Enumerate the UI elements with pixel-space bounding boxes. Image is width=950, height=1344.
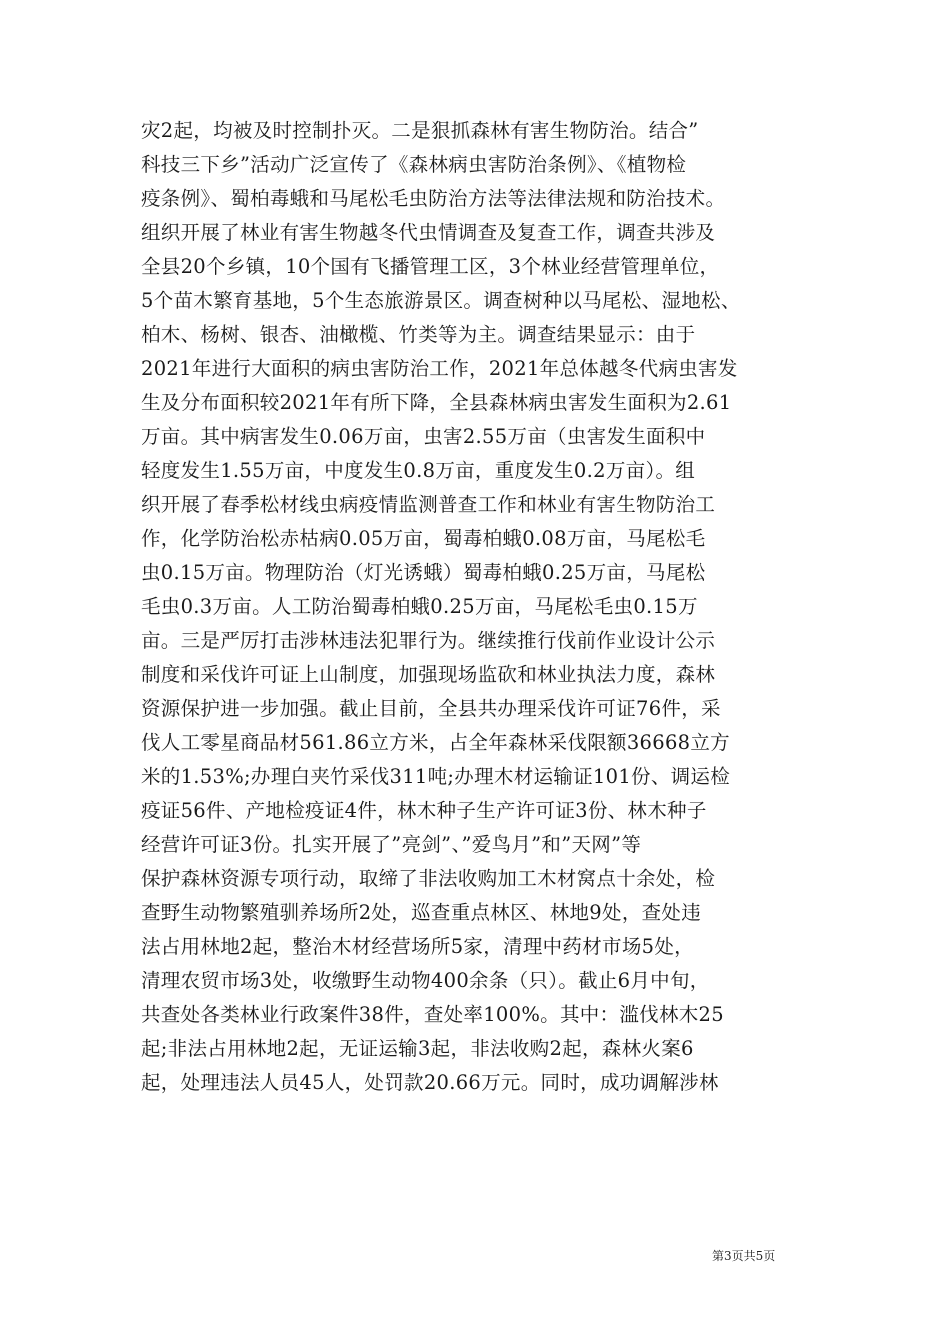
paragraph-line: 生及分布面积较2021年有所下降，全县森林病虫害发生面积为2.61 bbox=[141, 391, 732, 414]
paragraph-line: 全县20个乡镇，10个国有飞播管理工区，3个林业经营管理单位， bbox=[141, 255, 720, 278]
paragraph-line: 查野生动物繁殖驯养场所2处，巡查重点林区、林地9处，查处违 bbox=[141, 901, 702, 924]
paragraph-line: 万亩。其中病害发生0.06万亩，虫害2.55万亩（虫害发生面积中 bbox=[141, 425, 706, 448]
paragraph-line: 伐人工零星商品材561.86立方米，占全年森林采伐限额36668立方 bbox=[141, 731, 730, 754]
paragraph-line: 疫条例》、蜀柏毒蛾和马尾松毛虫防治方法等法律法规和防治技术。 bbox=[141, 187, 726, 210]
paragraph-line: 灾2起，均被及时控制扑灭。二是狠抓森林有害生物防治。结合” bbox=[141, 119, 699, 142]
paragraph-line: 2021年进行大面积的病虫害防治工作，2021年总体越冬代病虫害发 bbox=[141, 357, 738, 380]
paragraph-line: 科技三下乡”活动广泛宣传了《森林病虫害防治条例》、《植物检 bbox=[141, 153, 687, 176]
paragraph-line: 虫0.15万亩。物理防治（灯光诱蛾）蜀毒柏蛾0.25万亩，马尾松 bbox=[141, 561, 706, 584]
page-number-footer: 第3页共5页 bbox=[712, 1249, 776, 1263]
paragraph-line: 米的1.53%;办理白夹竹采伐311吨;办理木材运输证101份、调运检 bbox=[141, 765, 731, 788]
paragraph-line: 法占用林地2起，整治木材经营场所5家，清理中药材市场5处， bbox=[141, 935, 694, 958]
paragraph-line: 柏木、杨树、银杏、油橄榄、竹类等为主。调查结果显示：由于 bbox=[141, 323, 696, 346]
paragraph-line: 作，化学防治松赤枯病0.05万亩，蜀毒柏蛾0.08万亩，马尾松毛 bbox=[141, 527, 706, 550]
paragraph-line: 织开展了春季松材线虫病疫情监测普查工作和林业有害生物防治工 bbox=[141, 493, 716, 516]
paragraph-line: 清理农贸市场3处，收缴野生动物400余条（只）。截止6月中旬， bbox=[141, 969, 710, 992]
paragraph-line: 制度和采伐许可证上山制度，加强现场监砍和林业执法力度，森林 bbox=[141, 663, 716, 686]
paragraph-line: 亩。三是严厉打击涉林违法犯罪行为。继续推行伐前作业设计公示 bbox=[141, 629, 716, 652]
paragraph-line: 资源保护进一步加强。截止目前，全县共办理采伐许可证76件，采 bbox=[141, 697, 721, 720]
paragraph-line: 组织开展了林业有害生物越冬代虫情调查及复查工作，调查共涉及 bbox=[141, 221, 716, 244]
paragraph-line: 轻度发生1.55万亩，中度发生0.8万亩，重度发生0.2万亩）。组 bbox=[141, 459, 696, 482]
paragraph-line: 共查处各类林业行政案件38件，查处率100%。其中：滥伐林木25 bbox=[141, 1003, 724, 1026]
paragraph-line: 保护森林资源专项行动，取缔了非法收购加工木材窝点十余处，检 bbox=[141, 867, 716, 890]
paragraph-line: 毛虫0.3万亩。人工防治蜀毒柏蛾0.25万亩，马尾松毛虫0.15万 bbox=[141, 595, 698, 618]
paragraph-line: 起，处理违法人员45人，处罚款20.66万元。同时，成功调解涉林 bbox=[141, 1071, 719, 1094]
paragraph-line: 起;非法占用林地2起，无证运输3起，非法收购2起，森林火案6 bbox=[141, 1037, 694, 1060]
paragraph-line: 5个苗木繁育基地，5个生态旅游景区。调查树种以马尾松、湿地松、 bbox=[141, 289, 741, 312]
paragraph-line: 经营许可证3份。扎实开展了”亮剑”、”爱鸟月”和”天网”等 bbox=[141, 833, 642, 856]
paragraph-line: 疫证56件、产地检疫证4件，林木种子生产许可证3份、林木种子 bbox=[141, 799, 707, 822]
